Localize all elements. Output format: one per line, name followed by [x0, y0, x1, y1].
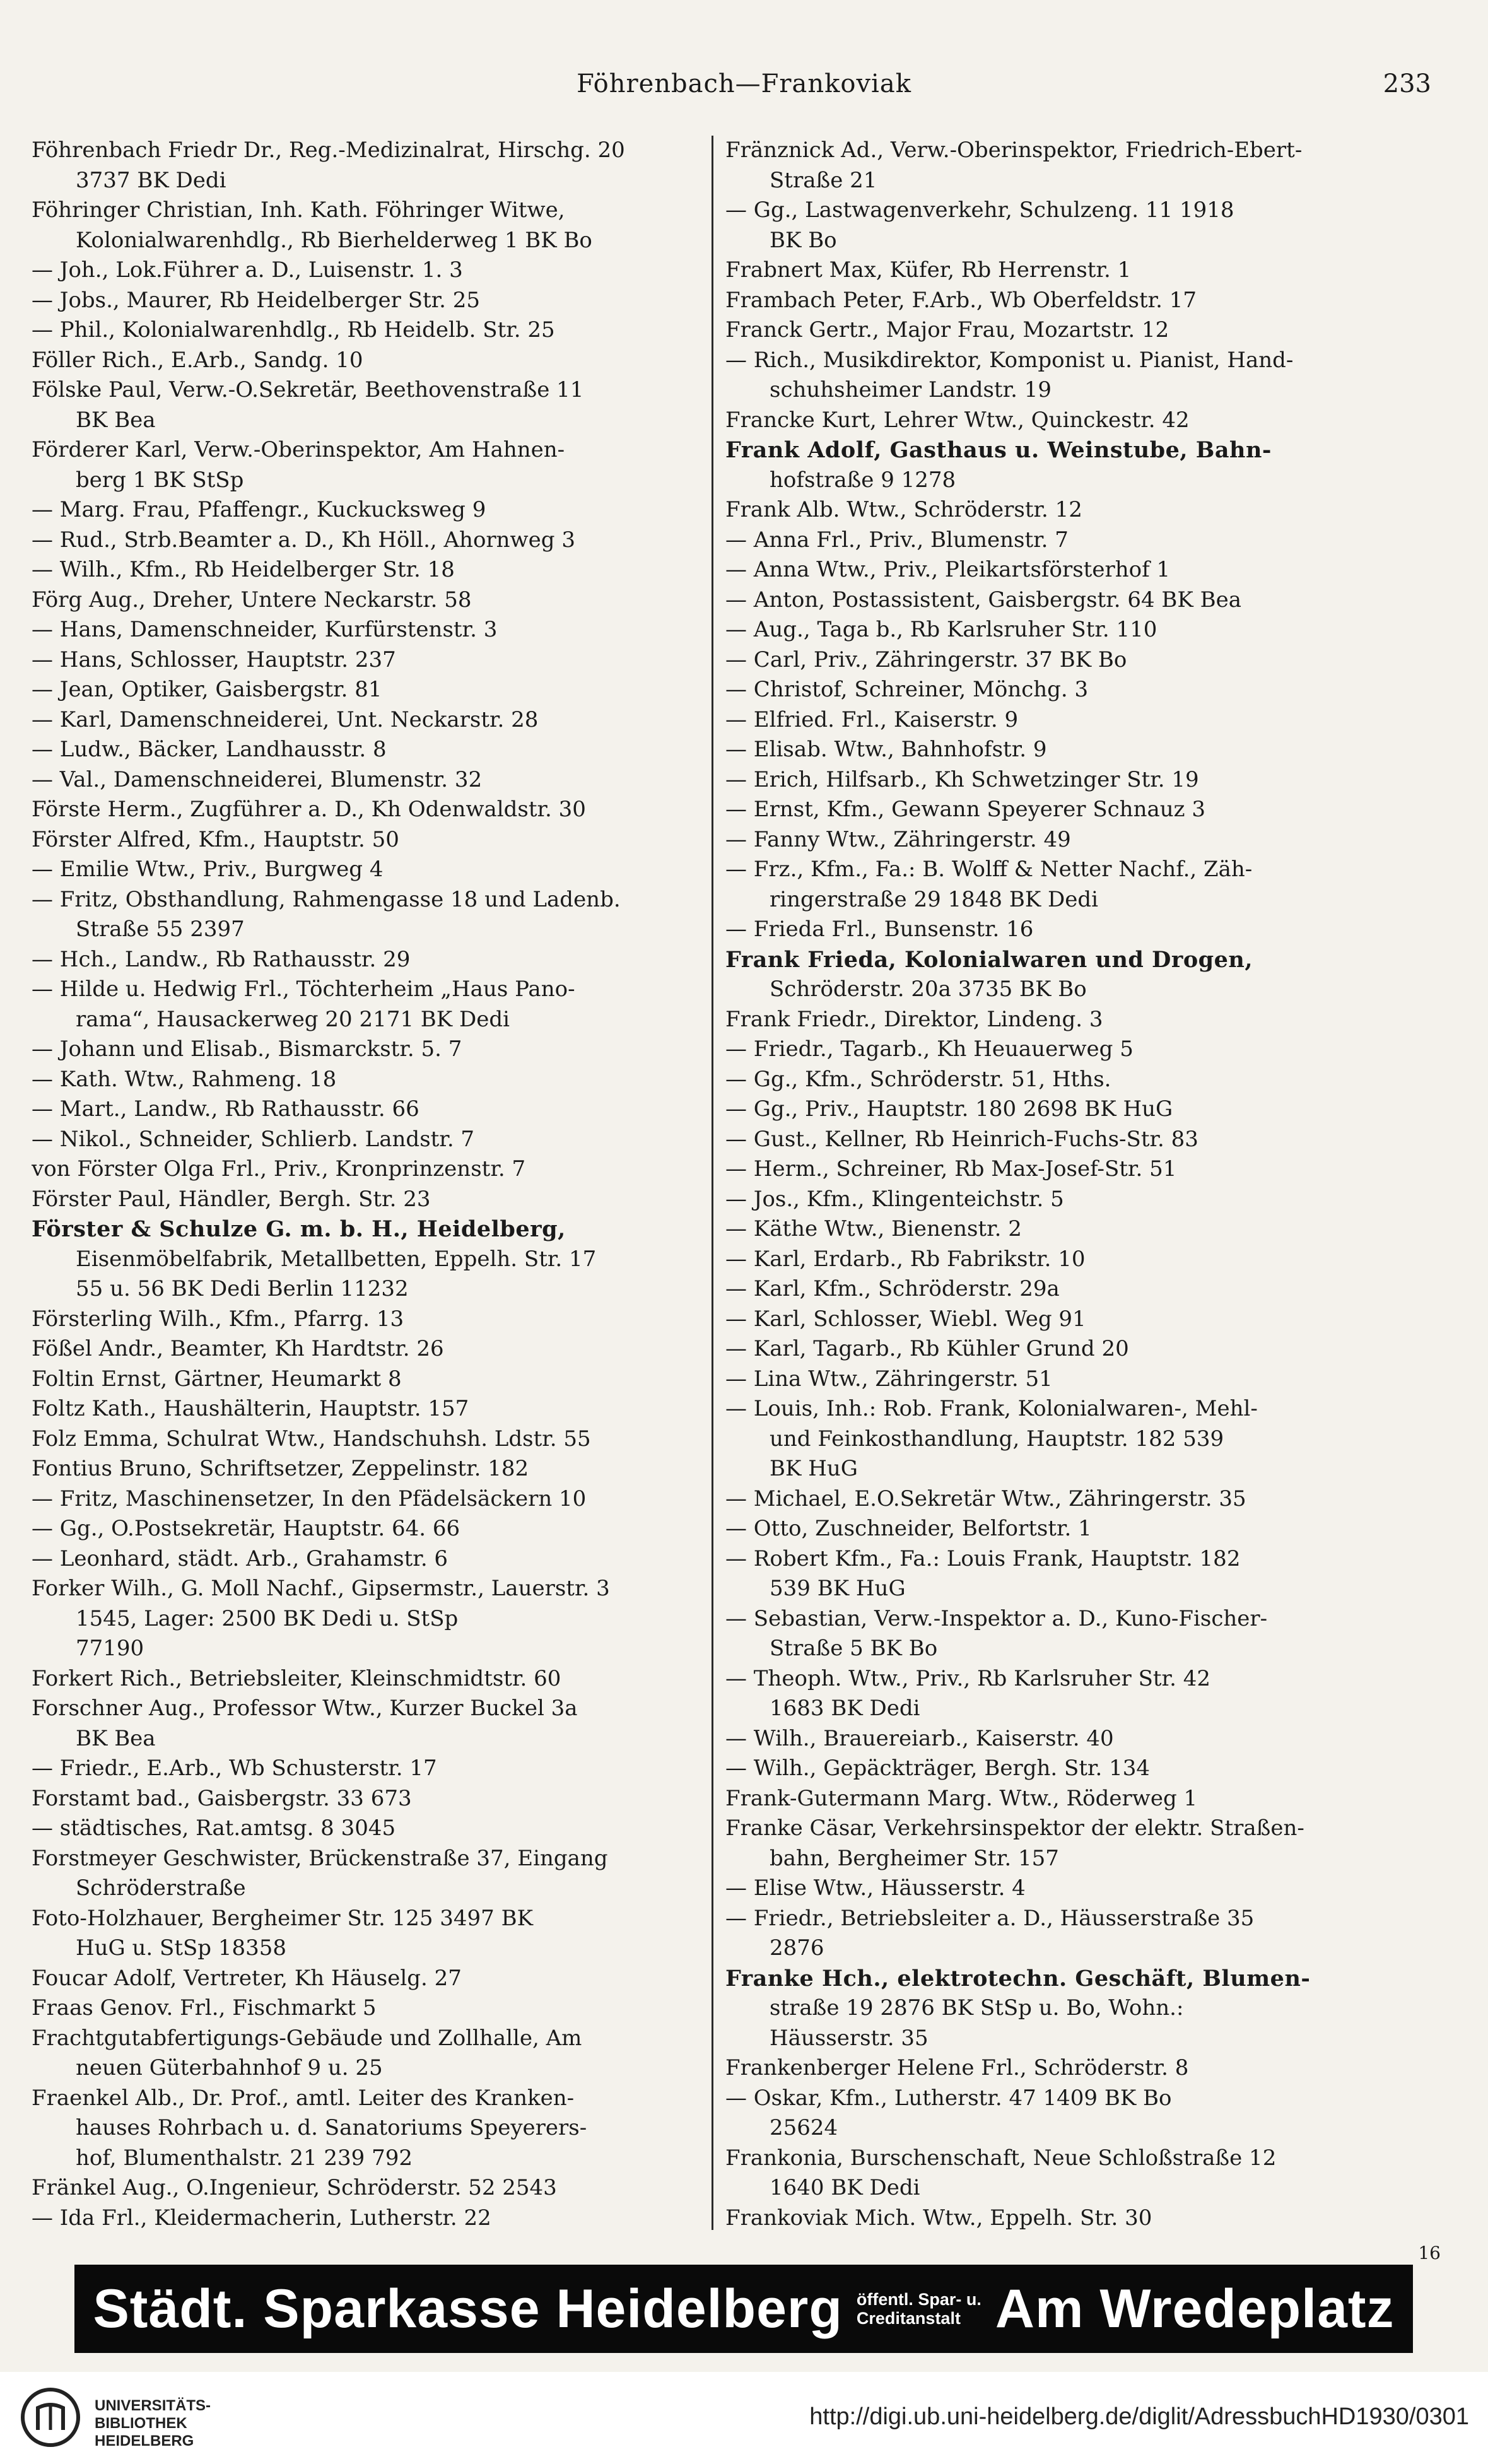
directory-entry: — Kath. Wtw., Rahmeng. 18 [32, 1066, 337, 1092]
directory-entry: — Gg., Kfm., Schröderstr. 51, Hths. [725, 1066, 1111, 1092]
directory-entry: Förderer Karl, Verw.-Oberinspektor, Am Hahnen- [32, 437, 565, 462]
library-name-line-2: BIBLIOTHEK [95, 2415, 187, 2432]
directory-entry: — Mart., Landw., Rb Rathausstr. 66 [32, 1096, 419, 1122]
ad-small-line-2: Creditanstalt [856, 2309, 961, 2328]
directory-entry: Föller Rich., E.Arb., Sandg. 10 [32, 347, 363, 373]
directory-entry: — Oskar, Kfm., Lutherstr. 47 1409 BK Bo [725, 2085, 1172, 2111]
directory-entry: Foltin Ernst, Gärtner, Heumarkt 8 [32, 1366, 402, 1392]
directory-entry: — Otto, Zuschneider, Belfortstr. 1 [725, 1516, 1092, 1541]
directory-entry: — Frieda Frl., Bunsenstr. 16 [725, 917, 1034, 942]
directory-entry: Föhringer Christian, Inh. Kath. Föhringer Witwe, [32, 197, 565, 223]
directory-entry: Schröderstraße [76, 1875, 246, 1901]
directory-entry: — Hch., Landw., Rb Rathausstr. 29 [32, 946, 411, 972]
library-name-line-3: HEIDELBERG [95, 2432, 194, 2449]
directory-entry: — Ludw., Bäcker, Landhausstr. 8 [32, 737, 387, 762]
directory-entry: — Gg., Lastwagenverkehr, Schulzeng. 11 1918 [725, 197, 1234, 223]
directory-entry: Foltz Kath., Haushälterin, Hauptstr. 157 [32, 1396, 469, 1421]
directory-entry: Frambach Peter, F.Arb., Wb Oberfeldstr. 17 [725, 287, 1197, 313]
directory-entry: — Rud., Strb.Beamter a. D., Kh Höll., Ahornweg 3 [32, 527, 575, 553]
ad-small-line-1: öffentl. Spar- u. [856, 2290, 981, 2309]
directory-entry: neuen Güterbahnhof 9 u. 25 [76, 2055, 383, 2080]
directory-entry: — Friedr., E.Arb., Wb Schusterstr. 17 [32, 1756, 437, 1781]
ad-small-text [857, 2290, 981, 2328]
directory-entry: — Jobs., Maurer, Rb Heidelberger Str. 25 [32, 287, 481, 313]
directory-entry: — Theoph. Wtw., Priv., Rb Karlsruher Str. 42 [725, 1665, 1210, 1691]
directory-entry: Forstmeyer Geschwister, Brückenstraße 37, Eingang [32, 1845, 608, 1871]
directory-entry: rama“, Hausackerweg 20 2171 BK Dedi [76, 1006, 510, 1032]
signature-mark: 16 [1418, 2243, 1441, 2263]
directory-entry: — Elise Wtw., Häusserstr. 4 [725, 1875, 1026, 1901]
directory-entry: — Anton, Postassistent, Gaisbergstr. 64 BK Bea [725, 587, 1241, 613]
directory-entry: Foto-Holzhauer, Bergheimer Str. 125 3497 BK [32, 1905, 533, 1931]
directory-entry: — Carl, Priv., Zähringerstr. 37 BK Bo [725, 647, 1127, 672]
directory-entry: Straße 55 2397 [76, 917, 245, 942]
advertisement-banner [74, 2265, 1413, 2353]
directory-entry: 77190 [76, 1636, 144, 1661]
directory-entry: Franck Gertr., Major Frau, Mozartstr. 12 [725, 317, 1169, 343]
directory-entry: Frankoviak Mich. Wtw., Eppelh. Str. 30 [725, 2205, 1152, 2231]
directory-entry: — Jos., Kfm., Klingenteichstr. 5 [725, 1186, 1064, 1212]
directory-entry: Förste Herm., Zugführer a. D., Kh Odenwaldstr. 30 [32, 797, 586, 822]
directory-entry: — Käthe Wtw., Bienenstr. 2 [725, 1216, 1022, 1241]
directory-entry: — Ernst, Kfm., Gewann Speyerer Schnauz 3 [725, 797, 1205, 822]
directory-entry: hauses Rohrbach u. d. Sanatoriums Speyerers- [76, 2115, 587, 2140]
directory-entry: — Karl, Tagarb., Rb Kühler Grund 20 [725, 1336, 1129, 1361]
directory-entry: — Hans, Damenschneider, Kurfürstenstr. 3 [32, 617, 498, 642]
directory-entry: 3737 BK Dedi [76, 167, 226, 193]
directory-entry: Frachtgutabfertigungs-Gebäude und Zollhalle, Am [32, 2025, 582, 2051]
directory-entry: — Lina Wtw., Zähringerstr. 51 [725, 1366, 1053, 1392]
directory-entry: Fränznick Ad., Verw.-Oberinspektor, Friedrich-Ebert- [725, 138, 1303, 163]
directory-entry: — Hilde u. Hedwig Frl., Töchterheim „Haus Pano- [32, 977, 575, 1002]
directory-entry: Fraas Genov. Frl., Fischmarkt 5 [32, 1995, 377, 2021]
directory-entry: — Aug., Taga b., Rb Karlsruher Str. 110 [725, 617, 1157, 642]
directory-entry: — Anna Frl., Priv., Blumenstr. 7 [725, 527, 1069, 553]
directory-entry: Forstamt bad., Gaisbergstr. 33 673 [32, 1785, 412, 1811]
right-column [725, 136, 1457, 2236]
directory-entry: — Michael, E.O.Sekretär Wtw., Zähringerstr. 35 [725, 1486, 1246, 1511]
directory-entry: — Phil., Kolonialwarenhdlg., Rb Heidelb. Str. 25 [32, 317, 555, 343]
directory-entry: schuhsheimer Landstr. 19 [770, 377, 1052, 402]
directory-entry: — Louis, Inh.: Rob. Frank, Kolonialwaren-, Mehl- [725, 1396, 1258, 1421]
directory-entry: hof, Blumenthalstr. 21 239 792 [76, 2145, 413, 2171]
directory-entry: 25624 [770, 2115, 838, 2140]
directory-entry: Förster & Schulze G. m. b. H., Heidelberg, [32, 1216, 566, 1242]
library-logo-icon [19, 2386, 82, 2449]
directory-entry: Frank Friedr., Direktor, Lindeng. 3 [725, 1006, 1103, 1032]
directory-entry: — Friedr., Betriebsleiter a. D., Häusserstraße 35 [725, 1905, 1255, 1931]
directory-entry: — Fritz, Obsthandlung, Rahmengasse 18 und Ladenb. [32, 886, 621, 912]
directory-entry: Straße 5 BK Bo [770, 1636, 938, 1661]
directory-entry: — Anna Wtw., Priv., Pleikartsförsterhof 1 [725, 557, 1171, 582]
directory-entry: — Frz., Kfm., Fa.: B. Wolff & Netter Nachf., Zäh- [725, 857, 1253, 882]
directory-entry: Förg Aug., Dreher, Untere Neckarstr. 58 [32, 587, 472, 613]
directory-entry: — Gust., Kellner, Rb Heinrich-Fuchs-Str. 83 [725, 1126, 1198, 1152]
directory-entry: Fölske Paul, Verw.-O.Sekretär, Beethovenstraße 11 [32, 377, 584, 402]
directory-entry: und Feinkosthandlung, Hauptstr. 182 539 [770, 1426, 1224, 1452]
directory-entry: — Karl, Erdarb., Rb Fabrikstr. 10 [725, 1246, 1086, 1272]
directory-entry: Föhrenbach Friedr Dr., Reg.-Medizinalrat, Hirschg. 20 [32, 138, 625, 163]
directory-entry: — Johann und Elisab., Bismarckstr. 5. 7 [32, 1036, 462, 1062]
directory-entry: Frankenberger Helene Frl., Schröderstr. 8 [725, 2055, 1189, 2080]
directory-entry: Fontius Bruno, Schriftsetzer, Zeppelinstr. 182 [32, 1456, 529, 1481]
directory-entry: — Hans, Schlosser, Hauptstr. 237 [32, 647, 396, 672]
directory-entry: Förster Paul, Händler, Bergh. Str. 23 [32, 1186, 431, 1212]
directory-entry: Franke Cäsar, Verkehrsinspektor der elektr. Straßen- [725, 1816, 1304, 1841]
directory-entry: 1640 BK Dedi [770, 2175, 920, 2200]
directory-entry: — Emilie Wtw., Priv., Burgweg 4 [32, 857, 384, 882]
left-column [32, 136, 703, 2236]
directory-entry: Forkert Rich., Betriebsleiter, Kleinschmidtstr. 60 [32, 1665, 561, 1691]
directory-entry: Frankonia, Burschenschaft, Neue Schloßstraße 12 [725, 2145, 1277, 2171]
directory-entry: — Rich., Musikdirektor, Komponist u. Pianist, Hand- [725, 347, 1294, 373]
directory-entry: Fraenkel Alb., Dr. Prof., amtl. Leiter des Kranken- [32, 2085, 575, 2111]
directory-entry: — Val., Damenschneiderei, Blumenstr. 32 [32, 766, 483, 792]
ad-location: Am Wredeplatz [995, 2278, 1395, 2339]
source-url-link[interactable]: http://digi.ub.uni-heidelberg.de/diglit/AdressbuchHD1930/0301 [809, 2403, 1469, 2430]
directory-entry: — Karl, Schlosser, Wiebl. Weg 91 [725, 1306, 1086, 1332]
directory-entry: Frank Alb. Wtw., Schröderstr. 12 [725, 497, 1082, 522]
directory-entry: — Karl, Kfm., Schröderstr. 29a [725, 1276, 1060, 1301]
directory-entry: — Nikol., Schneider, Schlierb. Landstr. 7 [32, 1126, 475, 1152]
directory-entry: 1683 BK Dedi [770, 1696, 920, 1721]
directory-entry: Förster Alfred, Kfm., Hauptstr. 50 [32, 826, 399, 852]
directory-entry: hofstraße 9 1278 [770, 467, 956, 493]
directory-entry: — Wilh., Brauereiarb., Kaiserstr. 40 [725, 1725, 1114, 1751]
directory-entry: Försterling Wilh., Kfm., Pfarrg. 13 [32, 1306, 404, 1332]
directory-entry: BK Bo [770, 227, 837, 253]
directory-entry: Schröderstr. 20a 3735 BK Bo [770, 977, 1087, 1002]
directory-entry: — Jean, Optiker, Gaisbergstr. 81 [32, 677, 382, 702]
directory-entry: Forker Wilh., G. Moll Nachf., Gipsermstr., Lauerstr. 3 [32, 1576, 610, 1601]
directory-entry: — Elisab. Wtw., Bahnhofstr. 9 [725, 737, 1047, 762]
column-divider [712, 136, 713, 2230]
directory-entry: Eisenmöbelfabrik, Metallbetten, Eppelh. Str. 17 [76, 1246, 597, 1272]
directory-entry: berg 1 BK StSp [76, 467, 244, 493]
directory-entry: — Friedr., Tagarb., Kh Heuauerweg 5 [725, 1036, 1134, 1062]
directory-entry: BK Bea [76, 407, 156, 433]
directory-entry: Häusserstr. 35 [770, 2025, 929, 2051]
directory-entry: 2876 [770, 1935, 824, 1961]
directory-entry: 539 BK HuG [770, 1576, 906, 1601]
directory-entry: — Christof, Schreiner, Mönchg. 3 [725, 677, 1089, 702]
directory-entry: Frank Frieda, Kolonialwaren und Drogen, [725, 946, 1253, 973]
directory-entry: — Wilh., Kfm., Rb Heidelberger Str. 18 [32, 557, 455, 582]
viewer-footer [0, 2372, 1488, 2464]
directory-entry: — Joh., Lok.Führer a. D., Luisenstr. 1. 3 [32, 257, 463, 283]
directory-entry: — Karl, Damenschneiderei, Unt. Neckarstr. 28 [32, 707, 539, 732]
page-header [38, 63, 1450, 107]
directory-entry: BK Bea [76, 1725, 156, 1751]
directory-entry: Frank Adolf, Gasthaus u. Weinstube, Bahn- [725, 437, 1272, 463]
directory-entry: Francke Kurt, Lehrer Wtw., Quinckestr. 42 [725, 407, 1190, 433]
directory-entry: Folz Emma, Schulrat Wtw., Handschuhsh. Ldstr. 55 [32, 1426, 591, 1452]
directory-entry: Forschner Aug., Professor Wtw., Kurzer Buckel 3a [32, 1696, 578, 1721]
library-name [95, 2397, 211, 2450]
directory-entry: bahn, Bergheimer Str. 157 [770, 1845, 1059, 1871]
library-name-line-1: UNIVERSITÄTS- [95, 2397, 211, 2414]
directory-entry: 55 u. 56 BK Dedi Berlin 11232 [76, 1276, 409, 1301]
directory-entry: Foucar Adolf, Vertreter, Kh Häuselg. 27 [32, 1965, 462, 1991]
directory-entry: Fößel Andr., Beamter, Kh Hardtstr. 26 [32, 1336, 444, 1361]
directory-entry: — Herm., Schreiner, Rb Max-Josef-Str. 51 [725, 1156, 1177, 1182]
directory-entry: — Fritz, Maschinensetzer, In den Pfädelsäckern 10 [32, 1486, 587, 1511]
directory-entry: — Robert Kfm., Fa.: Louis Frank, Hauptstr. 182 [725, 1546, 1241, 1571]
page-title: Föhrenbach—Frankoviak [577, 69, 911, 98]
directory-entry: von Förster Olga Frl., Priv., Kronprinzenstr. 7 [32, 1156, 526, 1182]
page-number: 233 [1383, 69, 1431, 98]
directory-entry: Franke Hch., elektrotechn. Geschäft, Blumen- [725, 1965, 1311, 1992]
directory-entry: ringerstraße 29 1848 BK Dedi [770, 886, 1099, 912]
directory-entry: — Sebastian, Verw.-Inspektor a. D., Kuno-Fischer- [725, 1605, 1268, 1631]
directory-entry: — städtisches, Rat.amtsg. 8 3045 [32, 1816, 396, 1841]
directory-entry: Straße 21 [770, 167, 877, 193]
directory-entry: Frank-Gutermann Marg. Wtw., Röderweg 1 [725, 1785, 1198, 1811]
ad-main-text: Städt. Sparkasse Heidelberg [93, 2278, 843, 2339]
directory-entry: — Fanny Wtw., Zähringerstr. 49 [725, 826, 1071, 852]
directory-entry: — Wilh., Gepäckträger, Bergh. Str. 134 [725, 1756, 1151, 1781]
directory-entry: straße 19 2876 BK StSp u. Bo, Wohn.: [770, 1995, 1184, 2021]
directory-entry: Fränkel Aug., O.Ingenieur, Schröderstr. 52 2543 [32, 2175, 557, 2200]
directory-entry: — Marg. Frau, Pfaffengr., Kuckucksweg 9 [32, 497, 486, 522]
directory-entry: — Gg., Priv., Hauptstr. 180 2698 BK HuG [725, 1096, 1173, 1122]
directory-entry: — Ida Frl., Kleidermacherin, Lutherstr. 22 [32, 2205, 491, 2231]
directory-entry: — Leonhard, städt. Arb., Grahamstr. 6 [32, 1546, 448, 1571]
directory-entry: — Erich, Hilfsarb., Kh Schwetzinger Str. 19 [725, 766, 1199, 792]
directory-entry: — Gg., O.Postsekretär, Hauptstr. 64. 66 [32, 1516, 460, 1541]
directory-entry: 1545, Lager: 2500 BK Dedi u. StSp [76, 1605, 459, 1631]
directory-entry: — Elfried. Frl., Kaiserstr. 9 [725, 707, 1019, 732]
directory-entry: HuG u. StSp 18358 [76, 1935, 287, 1961]
directory-entry: Kolonialwarenhdlg., Rb Bierhelderweg 1 BK Bo [76, 227, 592, 253]
directory-entry: BK HuG [770, 1456, 858, 1481]
directory-entry: Frabnert Max, Küfer, Rb Herrenstr. 1 [725, 257, 1132, 283]
